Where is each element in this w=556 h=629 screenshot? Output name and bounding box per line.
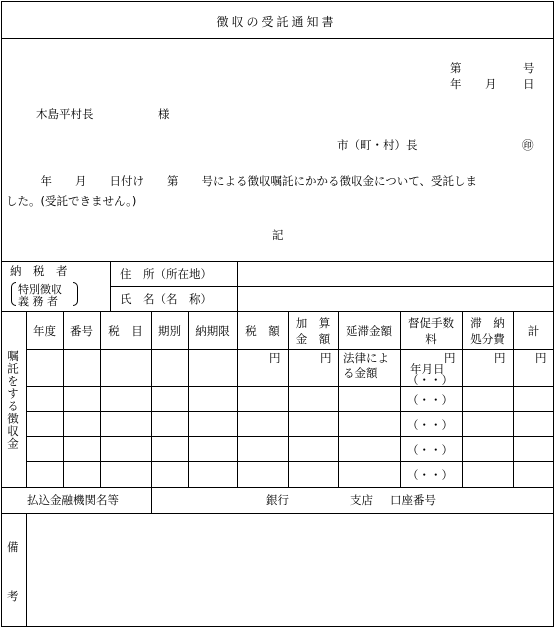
col-header-taino-2: 処分費 [470, 332, 505, 346]
date-month: 月 [485, 77, 497, 91]
taxpayer-row-divider [110, 286, 554, 287]
date-paren-row-3: （・・） [407, 418, 453, 432]
col-header-nokigen: 納期限 [195, 324, 230, 338]
body-text [6, 171, 546, 211]
date-day: 日 [523, 77, 535, 91]
col-header-taino-1: 滞 納 [470, 316, 505, 330]
entai-note-1: 法律によ [343, 351, 389, 365]
col-line-3 [151, 311, 152, 513]
col-header-tokusoku-2: 料 [425, 332, 437, 346]
yen-tokusoku: 円 [444, 351, 456, 365]
row-divider-2 [26, 411, 554, 412]
date-paren-row-2: （・・） [407, 393, 453, 407]
bank-name-label: 銀行 [266, 493, 289, 507]
header-row-divider [26, 349, 554, 350]
paren-right [73, 282, 78, 306]
entai-note-2: る金額 [343, 366, 378, 380]
row-divider-4 [26, 461, 554, 462]
remarks-col-divider [26, 513, 27, 627]
table-top-divider [1, 311, 554, 312]
col-header-kibetsu: 期別 [158, 324, 181, 338]
row-divider-1 [26, 386, 554, 387]
col-header-zeigaku: 税 額 [245, 324, 280, 338]
address-label: 住 所（所在地） [120, 267, 212, 281]
date-year: 年 [450, 77, 462, 91]
date-paren-row-5: （・・） [407, 468, 453, 482]
col-header-kei: 計 [527, 324, 540, 338]
date-paren-row-1: （・・） [407, 373, 453, 387]
number-prefix: 第 [450, 61, 462, 75]
name-label: 氏 名（名 称） [120, 292, 212, 306]
col-header-bango: 番号 [70, 324, 93, 338]
notice-form [1, 1, 554, 627]
yen-kei: 円 [535, 351, 547, 365]
remarks-label-1: 備 [7, 540, 19, 554]
account-number-label: 口座番号 [390, 493, 436, 507]
tokusoku-date-label: 年月日 [410, 362, 445, 376]
body-line-1: 年 月 日付け 第 号による徴収嘱託にかかる徴収金について、受託しま [6, 174, 478, 188]
yen-kasan: 円 [320, 351, 332, 365]
addressee: 木島平村長 [36, 107, 94, 121]
bank-label: 払込金融機関名等 [27, 493, 119, 507]
col-header-nendo: 年度 [33, 324, 56, 338]
taxpayer-sub-label-1: 特別徴収 [18, 283, 62, 296]
col-header-entai: 延滞金額 [346, 324, 392, 338]
yen-zeigaku: 円 [269, 351, 281, 365]
ki-label: 記 [272, 228, 284, 242]
taxpayer-value-divider [237, 261, 238, 311]
paren-left [11, 282, 16, 306]
col-header-kasan-2: 金 額 [295, 332, 331, 346]
date-paren-row-4: （・・） [407, 443, 453, 457]
side-label: 嘱託をする徴収金 [6, 350, 20, 450]
document-title: 徴収の受託通知書 [216, 15, 337, 29]
number-suffix: 号 [523, 61, 535, 75]
taxpayer-sub-label-2: 義 務 者 [18, 295, 58, 308]
body-line-2: した。(受託できません。) [6, 194, 137, 208]
remarks-label-2: 考 [7, 589, 19, 603]
table-bottom-divider [1, 487, 554, 488]
honorific: 様 [158, 107, 170, 121]
taxpayer-col-divider [110, 261, 111, 311]
col-header-kasan-1: 加 算 [295, 316, 331, 330]
row-divider-3 [26, 436, 554, 437]
taxpayer-label: 納 税 者 [10, 264, 68, 278]
sender: 市（町・村）長 [337, 138, 418, 152]
branch-label: 支店 [350, 493, 373, 507]
bank-bottom-divider [1, 513, 554, 514]
seal-mark: ㊞ [522, 138, 534, 152]
yen-taino: 円 [494, 351, 506, 365]
col-header-zeimoku: 税 目 [108, 324, 143, 338]
col-header-tokusoku-1: 督促手数 [408, 316, 454, 330]
section-divider [1, 261, 554, 262]
title-divider [1, 38, 554, 39]
